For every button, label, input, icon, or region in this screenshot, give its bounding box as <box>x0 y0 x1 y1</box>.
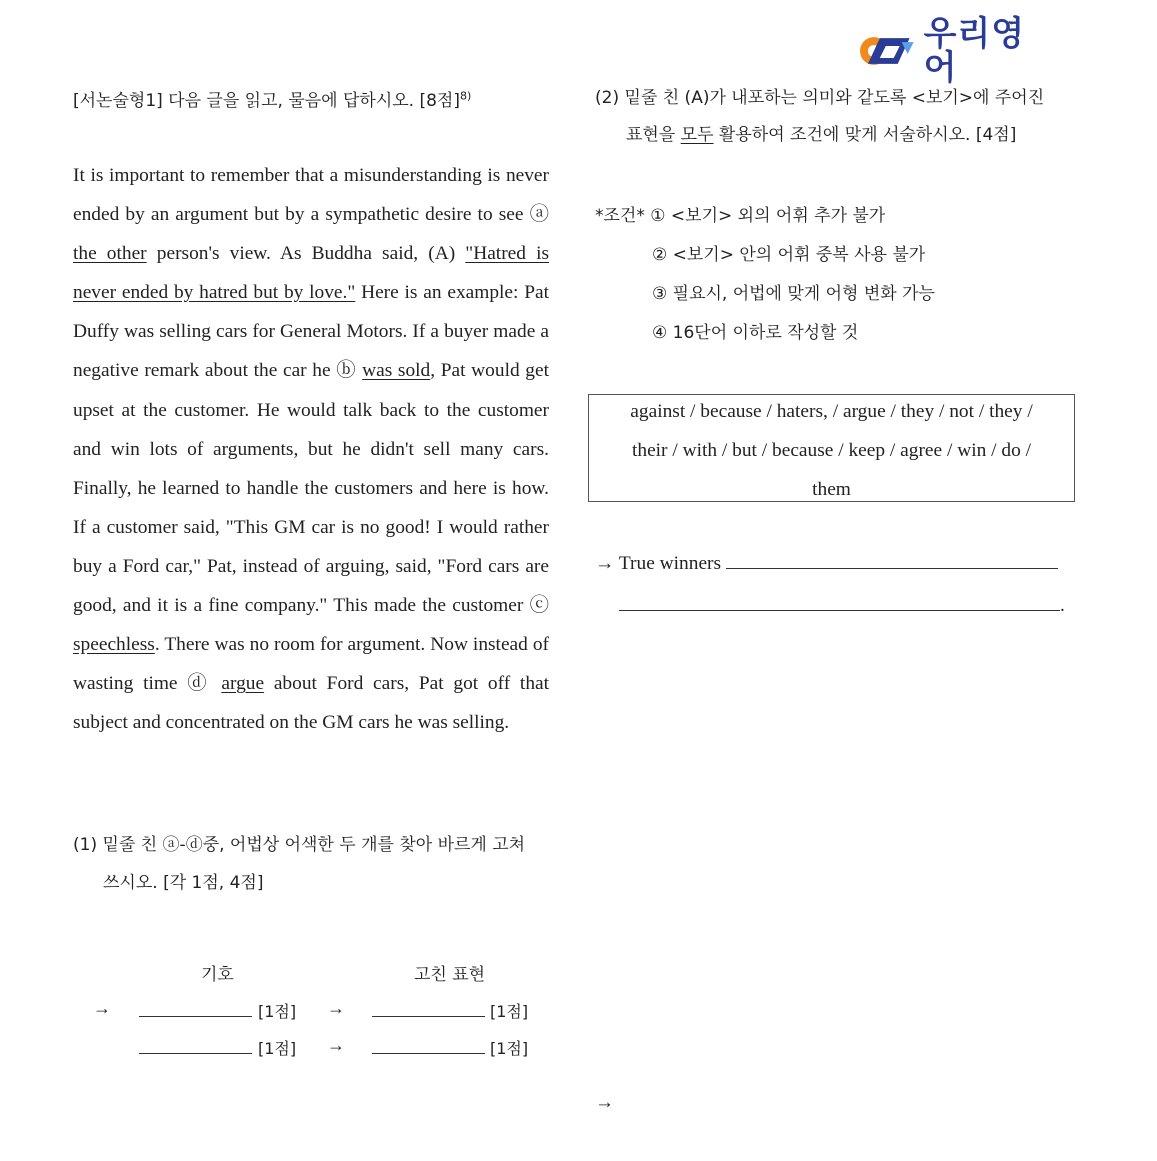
header-corrected: 고친 표현 <box>414 965 486 985</box>
point-label: [1점] <box>490 1002 529 1021</box>
reading-passage: It is important to remember that a misunderstanding is never ended by an argument but by a sympathetic desire to see ⓐ the other person's view. As Buddha said, (A) "Hatred is never ended by hatred but by love." Here is an example: Pat Duffy was selling cars for General Motors. If a buyer made a negative remark about the car he ⓑ was sold, Pat would get upset at the customer. He would talk back to the customer and win lots of arguments, but he didn't sell many cars. Finally, he learned to handle the customers and here is how. If a customer said, "This GM car is no good! I would rather buy a Ford car," Pat, instead of arguing, said, "Ford cars are good, and it is a fine company." This made the customer ⓒ speechless. There was no room for argument. Now instead of wasting time ⓓ argue about Ford cars, Pat got off that subject and concentrated on the GM cars he was selling. <box>73 165 550 734</box>
arrow: → <box>327 1035 345 1055</box>
underline-all: 모두 <box>680 125 714 145</box>
condition-2: ② <보기> 안의 어휘 중복 사용 불가 <box>652 245 926 265</box>
q1-line2: 쓰시오. [각 1점, 4점] <box>103 873 264 893</box>
point-label: [1점] <box>258 1002 297 1021</box>
word-bank-line-3: them <box>812 479 851 500</box>
exam-question-title <box>73 86 471 111</box>
woori-english-logo <box>858 14 1058 88</box>
answer-line-1 <box>595 550 1058 575</box>
answer-row-1 <box>0 998 560 1028</box>
mark-d: ⓓ <box>187 673 212 695</box>
mark-a: ⓐ <box>529 204 549 226</box>
word-bank-line-1: against / because / haters, / argue / they / not / they / <box>630 401 1033 422</box>
word-bank-line-2: their / with / but / because / keep / agree / win / do / <box>631 440 1031 461</box>
condition-3: ③ 필요시, 어법에 맞게 어형 변화 가능 <box>652 284 935 304</box>
word-bank-box <box>588 394 1075 502</box>
q2-line2: 표현을 모두 활용하여 조건에 맞게 서술하시오. [4점] <box>626 125 1017 145</box>
answer-line-2 <box>619 592 1065 617</box>
question-2 <box>595 80 1095 154</box>
condition-4: ④ 16단어 이하로 작성할 것 <box>652 323 859 343</box>
condition-1: *조건* ① <보기> 외의 어휘 추가 불가 <box>595 206 886 226</box>
answer-blank-1[interactable] <box>726 550 1058 569</box>
question-1 <box>73 826 573 902</box>
underline-d: argue <box>221 673 265 695</box>
q2-line1: (2) 밑줄 친 (A)가 내포하는 의미와 같도록 <보기>에 주어진 <box>595 88 1045 108</box>
title-text: [서논술형1] 다음 글을 읽고, 물음에 답하시오. [8점] <box>73 91 460 111</box>
answer-row-2 <box>0 1035 560 1065</box>
mark-b: ⓑ <box>336 360 357 382</box>
q1-line1: (1) 밑줄 친 ⓐ-ⓓ중, 어법상 어색한 두 개를 찾아 바르게 고쳐 <box>73 835 526 855</box>
underline-c: speechless <box>73 634 155 656</box>
underline-A: "Hatred is never ended by hatred but by love." <box>73 243 549 304</box>
point-label: [1점] <box>490 1039 529 1058</box>
logo-mark-icon <box>858 32 916 70</box>
arrow: → <box>327 998 345 1018</box>
mark-c: ⓒ <box>529 595 549 617</box>
arrow: → <box>93 998 111 1018</box>
header-symbol: 기호 <box>201 965 234 985</box>
underline-b: was sold <box>362 360 431 382</box>
period: . <box>1060 595 1065 616</box>
symbol-blank-2[interactable] <box>139 1035 252 1059</box>
answer-blank-2[interactable] <box>619 592 1060 611</box>
conditions-list <box>595 197 935 353</box>
fix-blank-1[interactable] <box>372 998 485 1022</box>
answer-prefix: → True winners <box>595 553 722 574</box>
point-label: [1점] <box>258 1039 297 1058</box>
underline-a: the other <box>73 243 147 265</box>
final-arrow: → <box>595 1092 614 1113</box>
logo-text: 우리영어 <box>923 14 1026 88</box>
fix-blank-2[interactable] <box>372 1035 485 1059</box>
symbol-blank-1[interactable] <box>139 998 252 1022</box>
footnote-mark: 8) <box>460 89 472 103</box>
